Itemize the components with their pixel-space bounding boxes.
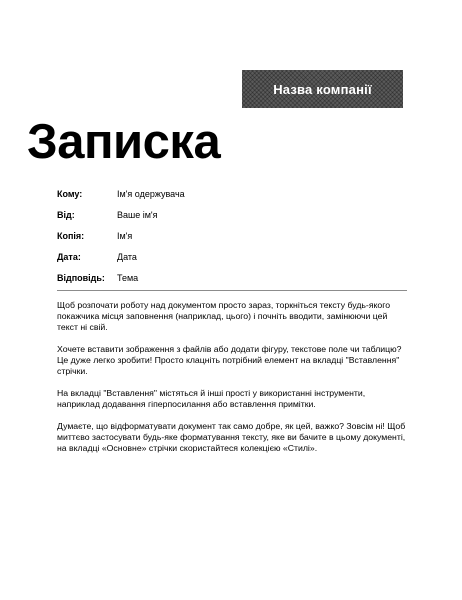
company-name[interactable]: Назва компанії xyxy=(273,81,372,97)
field-row-to xyxy=(57,183,407,204)
field-row-date xyxy=(57,246,407,267)
field-value-re[interactable]: Тема xyxy=(117,272,139,283)
field-label-cc: Копія: xyxy=(57,230,85,241)
body-paragraph[interactable]: Щоб розпочати роботу над документом просто зараз, торкніться тексту будь-якого покажчика місця заповнення (наприклад, цього) і почніть вводити, замінюючи цей текст ні свій. xyxy=(57,300,391,332)
body-paragraph[interactable]: Думаєте, що відформатувати документ так само добре, як цей, важко? Зовсім ні! Щоб миттєво застосувати будь-яке форматування тексту, яке ви бачите в цьому документі, на вкладці «Основне» стрічки скористайтеся колекцією «Стилі». xyxy=(57,421,406,453)
memo-body xyxy=(57,300,409,465)
field-label-to: Кому: xyxy=(57,188,83,199)
memo-header-fields xyxy=(57,183,407,288)
header-divider xyxy=(57,290,407,291)
field-label-re: Відповідь: xyxy=(57,272,105,283)
field-label-from: Від: xyxy=(57,209,75,220)
field-value-to[interactable]: Ім'я одержувача xyxy=(117,188,185,199)
field-row-re xyxy=(57,267,407,288)
body-paragraph[interactable]: На вкладці "Вставлення" містяться й інші прості у використанні інструменти, наприклад додавання гіперпосилання або вставлення примітки. xyxy=(57,388,366,409)
field-value-from[interactable]: Ваше ім'я xyxy=(117,209,158,220)
memo-title[interactable]: Записка xyxy=(27,115,221,169)
field-label-date: Дата: xyxy=(57,251,81,262)
field-row-from xyxy=(57,204,407,225)
field-value-cc[interactable]: Ім'я xyxy=(117,230,133,241)
company-name-banner xyxy=(242,70,403,108)
field-row-cc xyxy=(57,225,407,246)
field-value-date[interactable]: Дата xyxy=(117,251,137,262)
body-paragraph[interactable]: Хочете вставити зображення з файлів або додати фігуру, текстове поле чи таблицю? Це дуже легко зробити! Просто клацніть потрібний елемент на вкладці "Вставлення" стрічки. xyxy=(57,344,402,376)
